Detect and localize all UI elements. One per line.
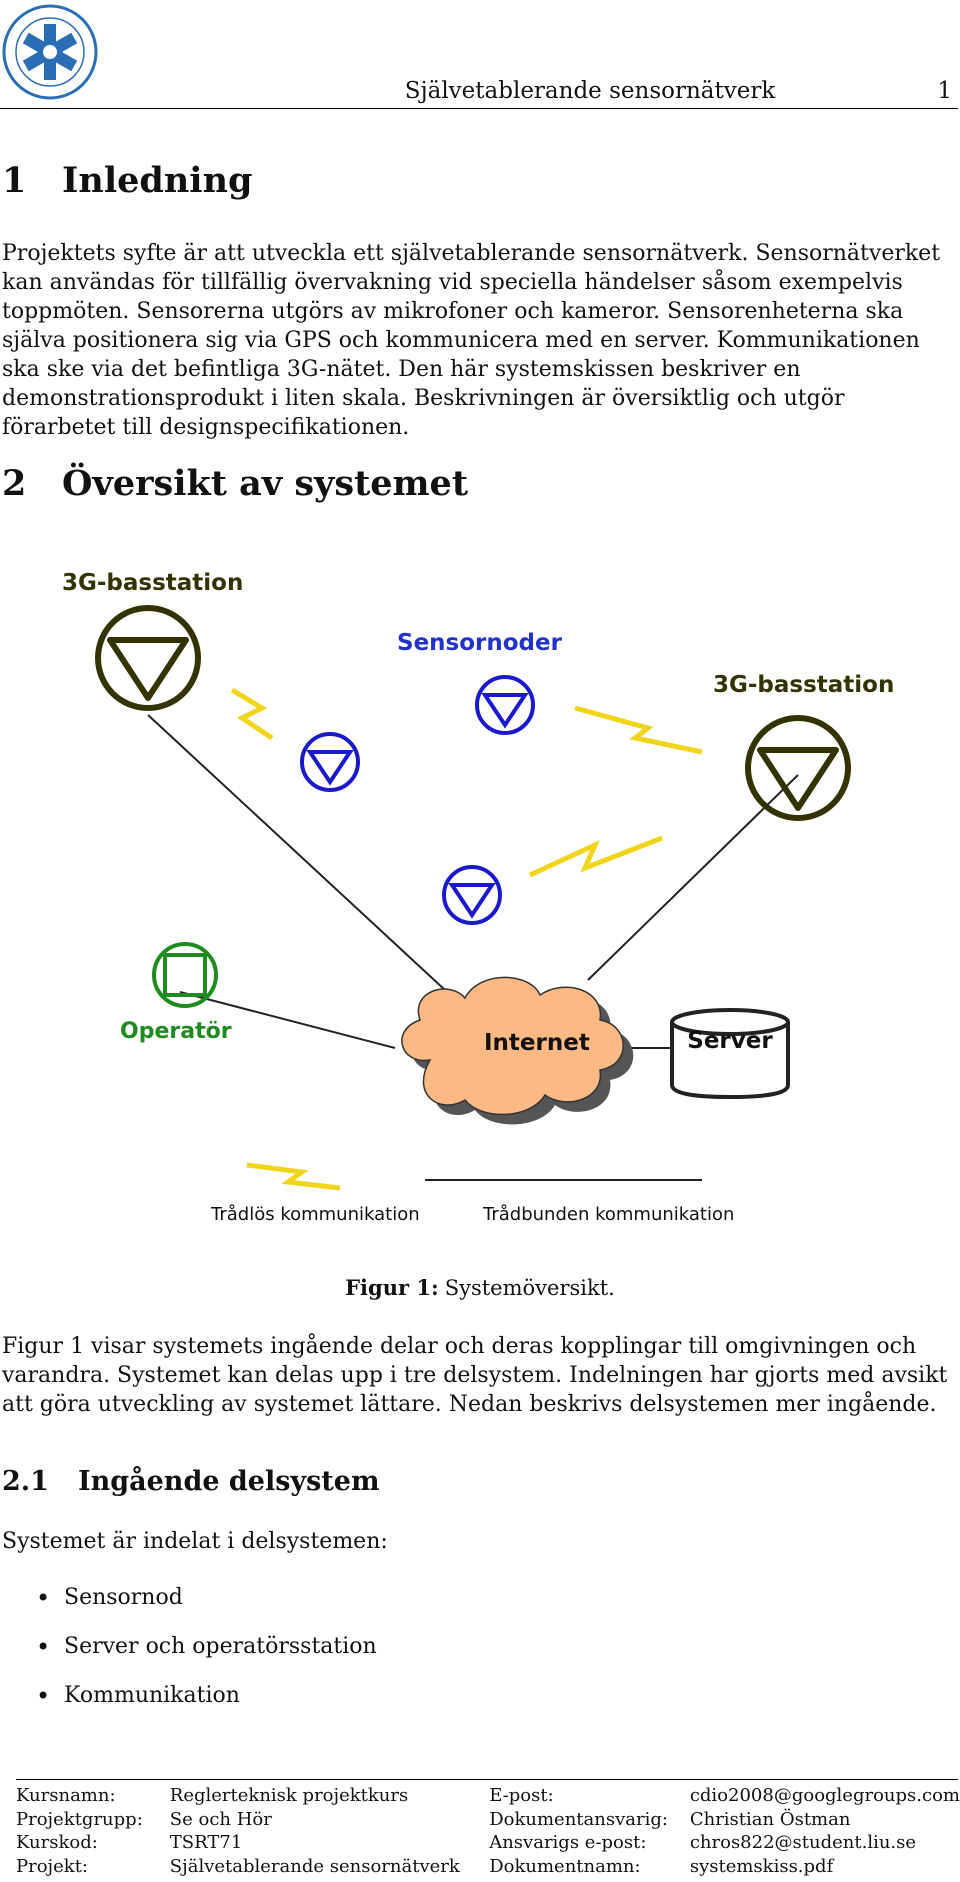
page-number: 1 <box>937 78 952 104</box>
sensor-node-icon <box>477 677 533 733</box>
subsystem-list <box>36 1582 377 1729</box>
figure-caption <box>0 1275 960 1300</box>
running-title: Självetablerande sensornätverk <box>404 78 776 104</box>
footer-value: Christian Östman <box>689 1808 851 1830</box>
footer-label: E-post: <box>489 1785 554 1806</box>
footer-label: Ansvarigs e-post: <box>489 1832 647 1853</box>
base-station-right-icon <box>748 718 848 818</box>
section-number: 2.1 <box>2 1466 49 1497</box>
intro-paragraph: Projektets syfte är att utveckla ett självetablerande sensornätverk. Sensornätverket kan användas för tillfällig övervakning vid speciella händelser såsom exempelvis toppmöten. Sensorerna utgörs av mikrofoner och kameror. Sensorenheterna ska själva positionera sig via GPS och kommunicera med en server. Kommunikationen ska ske via det befintliga 3G-nätet. Den här systemskissen beskriver en demonstrationsprodukt i liten skala. Beskrivningen är översiktlig och utgör förarbetet till designspecifikationen. <box>2 241 941 440</box>
footer-value: cdio2008@googlegroups.com <box>689 1785 960 1806</box>
section-number: 2 <box>2 463 27 504</box>
section-2-1-heading <box>2 1466 380 1497</box>
footer-label: Dokumentansvarig: <box>489 1808 668 1830</box>
footer-label: Kurskod: <box>16 1832 98 1853</box>
section-title: Inledning <box>62 160 253 201</box>
footer-label: Dokumentnamn: <box>489 1855 641 1877</box>
footer-row <box>16 1809 960 1833</box>
footer-label: Projekt: <box>16 1855 88 1877</box>
sensor-node-icon <box>444 867 500 923</box>
sensor-nodes-label: Sensornoder <box>397 630 562 656</box>
server-label: Server <box>687 1028 773 1054</box>
footer-label: Kursnamn: <box>16 1785 116 1806</box>
footer-value: Se och Hör <box>169 1808 272 1830</box>
document-info-footer <box>16 1785 960 1879</box>
base-station-left-icon <box>98 608 198 708</box>
footer-value: chros822@student.liu.se <box>689 1832 917 1853</box>
legend-wireless-label: Trådlös kommunikation <box>211 1204 420 1225</box>
sensor-node-icon <box>302 734 358 790</box>
section-title: Ingående delsystem <box>78 1466 380 1497</box>
section-title: Översikt av systemet <box>62 463 468 504</box>
section-number: 1 <box>2 160 27 201</box>
footer-rule <box>16 1779 958 1780</box>
wireless-bolt <box>530 838 662 875</box>
system-overview-diagram <box>40 560 920 1240</box>
footer-row <box>16 1856 960 1880</box>
operator-icon <box>154 944 216 1006</box>
footer-label: Projektgrupp: <box>16 1808 143 1830</box>
list-item: • Server och operatörsstation <box>36 1631 377 1680</box>
footer-row <box>16 1832 960 1856</box>
figure-caption-text: Systemöversikt. <box>444 1276 615 1300</box>
section-1-heading <box>2 160 253 201</box>
footer-value: systemskiss.pdf <box>689 1855 834 1877</box>
university-logo-icon <box>0 0 100 104</box>
wireless-bolt <box>247 1165 340 1188</box>
figure-description-paragraph: Figur 1 visar systemets ingående delar och deras kopplingar till omgivningen och varandra. Systemet kan delas upp i tre delsystem. Indelningen har gjorts med avsikt att göra utveckling av systemet lättare. Nedan beskrivs delsystemen mer ingående. <box>2 1334 948 1417</box>
list-item: • Kommunikation <box>36 1680 377 1729</box>
footer-value: TSRT71 <box>169 1832 243 1853</box>
footer-value: Självetablerande sensornätverk <box>169 1855 460 1877</box>
footer-row <box>16 1785 960 1809</box>
base-station-right-label: 3G-basstation <box>713 672 895 698</box>
internet-label: Internet <box>484 1030 590 1056</box>
footer-value: Reglerteknisk projektkurs <box>169 1785 409 1806</box>
sensor-nodes <box>302 677 533 923</box>
subsystem-intro: Systemet är indelat i delsystemen: <box>2 1529 388 1554</box>
base-station-left-label: 3G-basstation <box>62 570 244 596</box>
list-item: • Sensornod <box>36 1582 377 1631</box>
section-2-heading <box>2 463 468 504</box>
header-rule <box>0 108 958 109</box>
wireless-bolt <box>232 690 272 738</box>
wireless-bolt <box>575 708 702 752</box>
legend-wired-label: Trådbunden kommunikation <box>483 1204 735 1225</box>
operator-label: Operatör <box>120 1019 232 1044</box>
figure-label: Figur 1: <box>345 1275 439 1300</box>
